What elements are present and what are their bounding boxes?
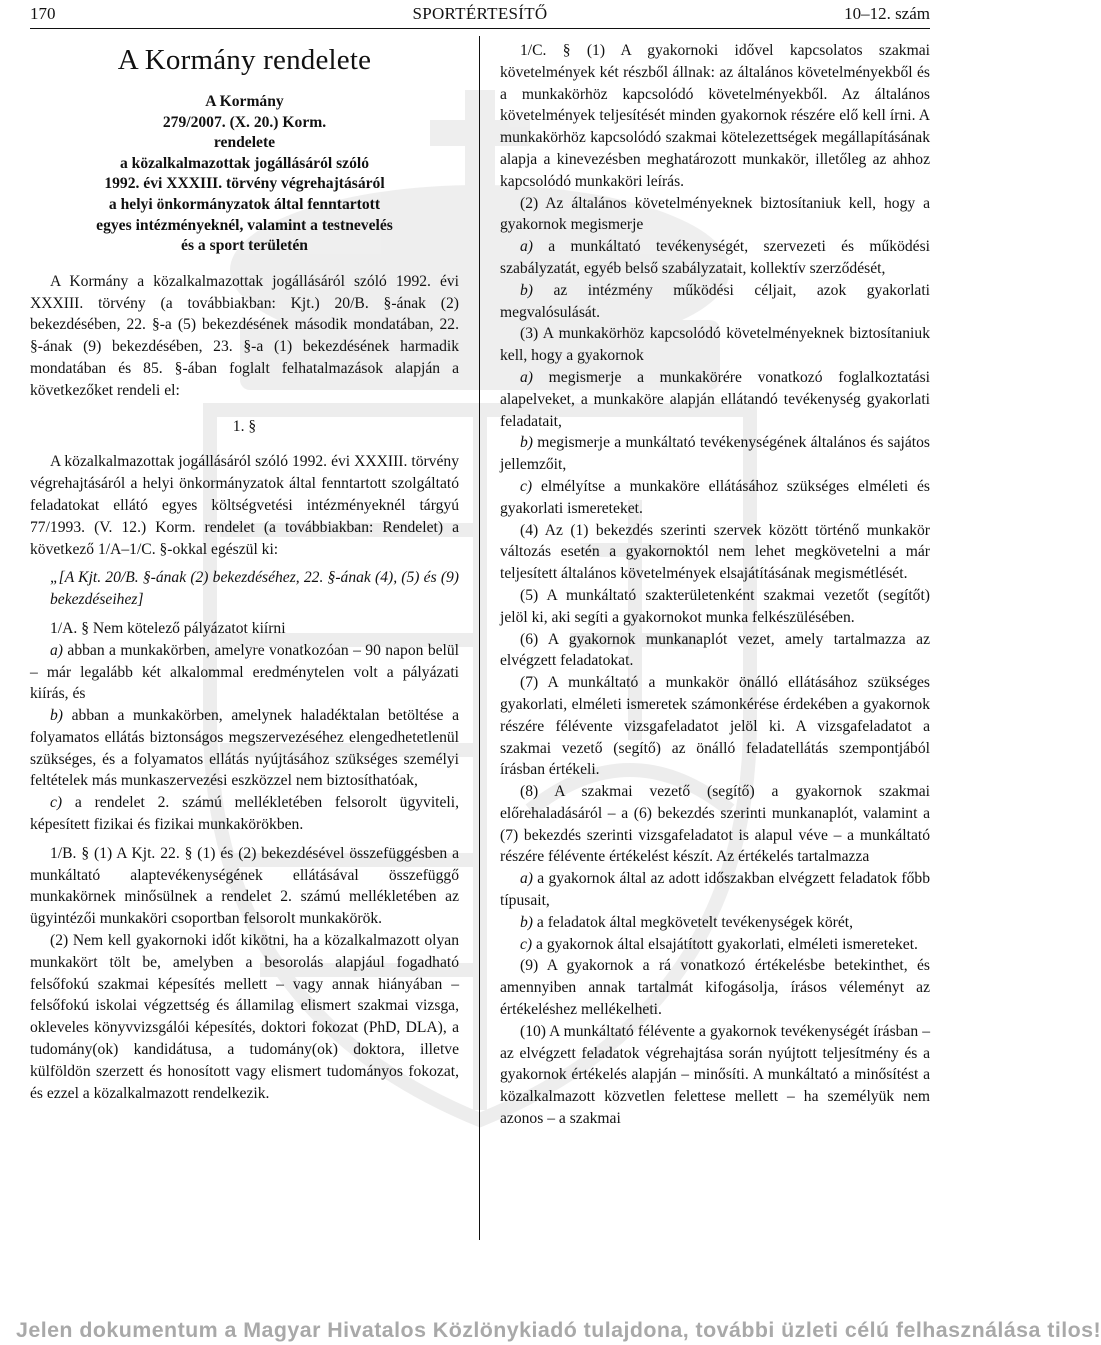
- page-number: 170: [30, 4, 56, 23]
- paragraph-1C-3-c: [500, 476, 930, 520]
- paragraph-1C-2: (2) Az általános követelményeknek biztosítaniuk kell, hogy a gyakornok megismerje: [500, 194, 930, 234]
- issue-number: 10–12. szám: [844, 4, 930, 23]
- right-column: [500, 40, 930, 1130]
- paragraph-1C-8-a: [500, 868, 930, 912]
- point-text: megismerje a munkáltató tevékenységének általános és sajátos jellemzőit,: [500, 434, 930, 474]
- point-text: elmélyítse a munkaköre ellátásához szükséges elméleti és gyakorlati ismereteket.: [500, 477, 930, 517]
- column-divider: [479, 36, 480, 1240]
- point-text: a rendelet 2. számú mellékletében felsorolt ügyviteli, képesített fizikai és fizikai munkakörökben.: [30, 794, 459, 834]
- point-label: a): [50, 641, 63, 659]
- paragraph-1C-9: (9) A gyakornok a rá vonatkozó értékelésbe betekinthet, és amennyiben annak tartalmát kifogásolja, írásos véleményt az értékeléshez mellékelheti.: [500, 957, 930, 1019]
- left-column: [30, 40, 459, 1104]
- point-label: c): [520, 477, 533, 495]
- point-label: b): [520, 281, 533, 299]
- paragraph-1C-2-a: [500, 236, 930, 280]
- point-text: abban a munkakörben, amelyre vonatkozóan – 90 napon belül – már legalább két alkalommal eredménytelen volt a pályázati kiírás, és: [30, 641, 459, 703]
- paragraph-1A-b: [30, 705, 459, 792]
- point-label: b): [520, 913, 533, 931]
- decree-title: [30, 92, 459, 257]
- decree-title-line: és a sport területén: [181, 237, 308, 255]
- point-text: a gyakornok által elsajátított gyakorlati, elméleti ismereteket.: [532, 935, 918, 953]
- paragraph-1C-8-c: [500, 934, 930, 956]
- decree-title-line: egyes intézményeknél, valamint a testnevelés: [96, 216, 393, 234]
- decree-title-line: 1992. évi XXXIII. törvény végrehajtásáról: [104, 175, 385, 193]
- paragraph-1C-8-b: [500, 912, 930, 934]
- paragraph-1A-c: [30, 792, 459, 836]
- paragraph-1B-1: 1/B. § (1) A Kjt. 22. § (1) és (2) bekezdésével összefüggésben a munkáltató alaptevékenységének ellátásával összefüggő munkakörnek minősülnek a rendelet 2. számú mellékletében az ügyintézői munkaköri csoportban felsorolt munkakörök.: [30, 844, 459, 928]
- point-label: c): [50, 794, 63, 812]
- point-text: megismerje a munkakörére vonatkozó foglalkoztatási alapelveket, a munkaköre alapján ellátandó tevékenység gyakorlati feladatait,: [500, 368, 930, 430]
- decree-title-line: a közalkalmazottak jogállásáról szóló: [119, 154, 370, 172]
- point-label: b): [50, 707, 63, 725]
- paragraph-1C-8: (8) A szakmai vezető (segítő) a gyakornok szakmai előrehaladásáról – a (6) bekezdés szerinti munkanaplót, valamint a (7) bekezdés szerinti vizsgafeladatot is alapul véve – a munkáltató részére félévente értékelést készít. Az értékelés tartalmazza: [500, 783, 930, 866]
- section-mark: 1. §: [232, 417, 257, 435]
- preamble: A Kormány a közalkalmazottak jogállásáról szóló 1992. évi XXXIII. törvény (a továbbiakban: Kjt.) 20/B. §-ának (2) bekezdésében, 22. §-a (5) bekezdésének második mondatában, 22. §-ának (9) bekezdésében, 23. §-a (1) bekezdésének harmadik mondatában és 85. §-ában foglalt felhatalmazások alapján a következőket rendeli el:: [30, 272, 459, 399]
- point-text: az intézmény működési céljait, azok gyakorlati megvalósulását.: [500, 281, 930, 321]
- paragraph-1C-3-a: [500, 367, 930, 432]
- quote-heading: „[A Kjt. 20/B. §-ának (2) bekezdéséhez, 22. §-ának (4), (5) és (9) bekezdéseihez]: [50, 569, 459, 609]
- paragraph-1A: 1/A. § Nem kötelező pályázatot kiírni: [50, 619, 286, 637]
- point-label: a): [520, 238, 533, 256]
- paragraph-1A-a: [30, 640, 459, 705]
- paragraph-1C-4: (4) Az (1) bekezdés szerinti szervek között történő munkakör változás esetén a gyakornoktól nem lehet megkövetelni a már teljesített általános követelmények elsajátításának megismétlését.: [500, 521, 930, 583]
- point-text: a munkáltató tevékenységét, szervezeti és működési szabályzatát, egyéb belső szabályzatait, kollektív szerződését,: [500, 238, 930, 277]
- point-text: a feladatok által megkövetelt tevékenységek körét,: [533, 913, 853, 931]
- point-label: a): [520, 368, 533, 386]
- decree-title-line: a helyi önkormányzatok által fenntartott: [108, 195, 381, 213]
- paragraph-1C-10: (10) A munkáltató félévente a gyakornok tevékenységét írásban – az elvégzett feladatok végrehajtása során nyújtott teljesítmény és a gyakornok értékelés alapján – minősíti. A munkáltató a minősítést a közalkalmazott közvetlen felettese mellett – ha személyük nem azonos – a szakmai: [500, 1022, 930, 1128]
- paragraph-1C-1: 1/C. § (1) A gyakornoki idővel kapcsolatos szakmai követelmények két részből állnak: az általános követelményekből és a munkakörhöz kapcsolódó követelményekből. Az általános követelmények teljesítését minden gyakornok részére elő kell írni. A munkakörhöz kapcsolódó szakmai kötelezettségek megállapításának alapja a kinevezésben meghatározott munkakör, illetőleg az ahhoz kapcsolódó munkaköri leírás.: [500, 42, 930, 190]
- point-text: a gyakornok által az adott időszakban elvégzett feladatok főbb típusait,: [500, 870, 930, 910]
- point-label: c): [520, 935, 533, 953]
- decree-title-line: 279/2007. (X. 20.) Korm.: [162, 113, 327, 131]
- paragraph-1B-2: (2) Nem kell gyakornoki időt kikötni, ha a közalkalmazott olyan munkakört tölt be, amelyben a besorolás alapjául fogadható felsőfokú szakmai képesítés mellett – vagy annak hiányában – felsőfokú iskolai végzettség és államilag elismert szakmai vizsga, okleveles könyvvizsgálói képesítés, doktori fokozat (PhD, DLA), a tudomány(ok) kandidátusa, a tudomány(ok) doktora, illetve külföldön szerzett és honosított vagy elismert tudományos fokozat, és ezzel a közalkalmazott rendelkezik.: [30, 932, 459, 1102]
- decree-title-line: A Kormány: [205, 93, 284, 110]
- paragraph-1C-6: (6) A gyakornok munkanaplót vezet, amely tartalmazza az elvégzett feladatokat.: [500, 630, 930, 670]
- copyright-notice: Jelen dokumentum a Magyar Hivatalos Közlönykiadó tulajdona, további üzleti célú felhasználása tilos!: [16, 1318, 1101, 1342]
- page-header: [30, 2, 930, 29]
- paragraph-1C-2-b: [500, 280, 930, 324]
- paragraph-1C-5: (5) A munkáltató szakterületenként szakmai vezetőt (segítőt) jelöl ki, aki segíti a gyakornokot munka felkészülésében.: [500, 586, 930, 626]
- journal-title: SPORTÉRTESÍTŐ: [412, 4, 548, 23]
- point-label: a): [520, 870, 533, 888]
- section-1-text: A közalkalmazottak jogállásáról szóló 1992. évi XXXIII. törvény végrehajtásáról a helyi önkormányzatok által fenntartott szolgáltató feladatokat ellátó egyes költségvetési intézményeknél tárgyú 77/1993. (V. 12.) Korm. rendelet (a továbbiakban: Rendelet) a következő 1/A–1/C. §-okkal egészül ki:: [30, 453, 459, 558]
- paragraph-1C-3-b: [500, 432, 930, 476]
- paragraph-1C-7: (7) A munkáltató a munkakör önálló ellátásához szükséges gyakorlati, elméleti ismeretek számonkérése érdekében a gyakornok részére félévente vizsgafeladatot jelöl ki. A vizsgafeladatot a szakmai vezető (segítő) az önálló feladatellátás szempontjából írásban értékeli.: [500, 674, 930, 779]
- decree-title-line: rendelete: [213, 134, 276, 152]
- point-label: b): [520, 434, 533, 452]
- point-text: abban a munkakörben, amelynek haladéktalan betöltése a folyamatos ellátás biztonságos megszervezéséhez elengedhetetlenül szükséges, és a folyamatos ellátás nyújtásához szükséges személyi feltételek más munkaszervezési eszközzel nem biztosíthatóak,: [30, 707, 459, 790]
- paragraph-1C-3: (3) A munkakörhöz kapcsolódó követelményeknek biztosítaniuk kell, hogy a gyakornok: [500, 325, 930, 365]
- section-title: A Kormány rendelete: [117, 44, 372, 76]
